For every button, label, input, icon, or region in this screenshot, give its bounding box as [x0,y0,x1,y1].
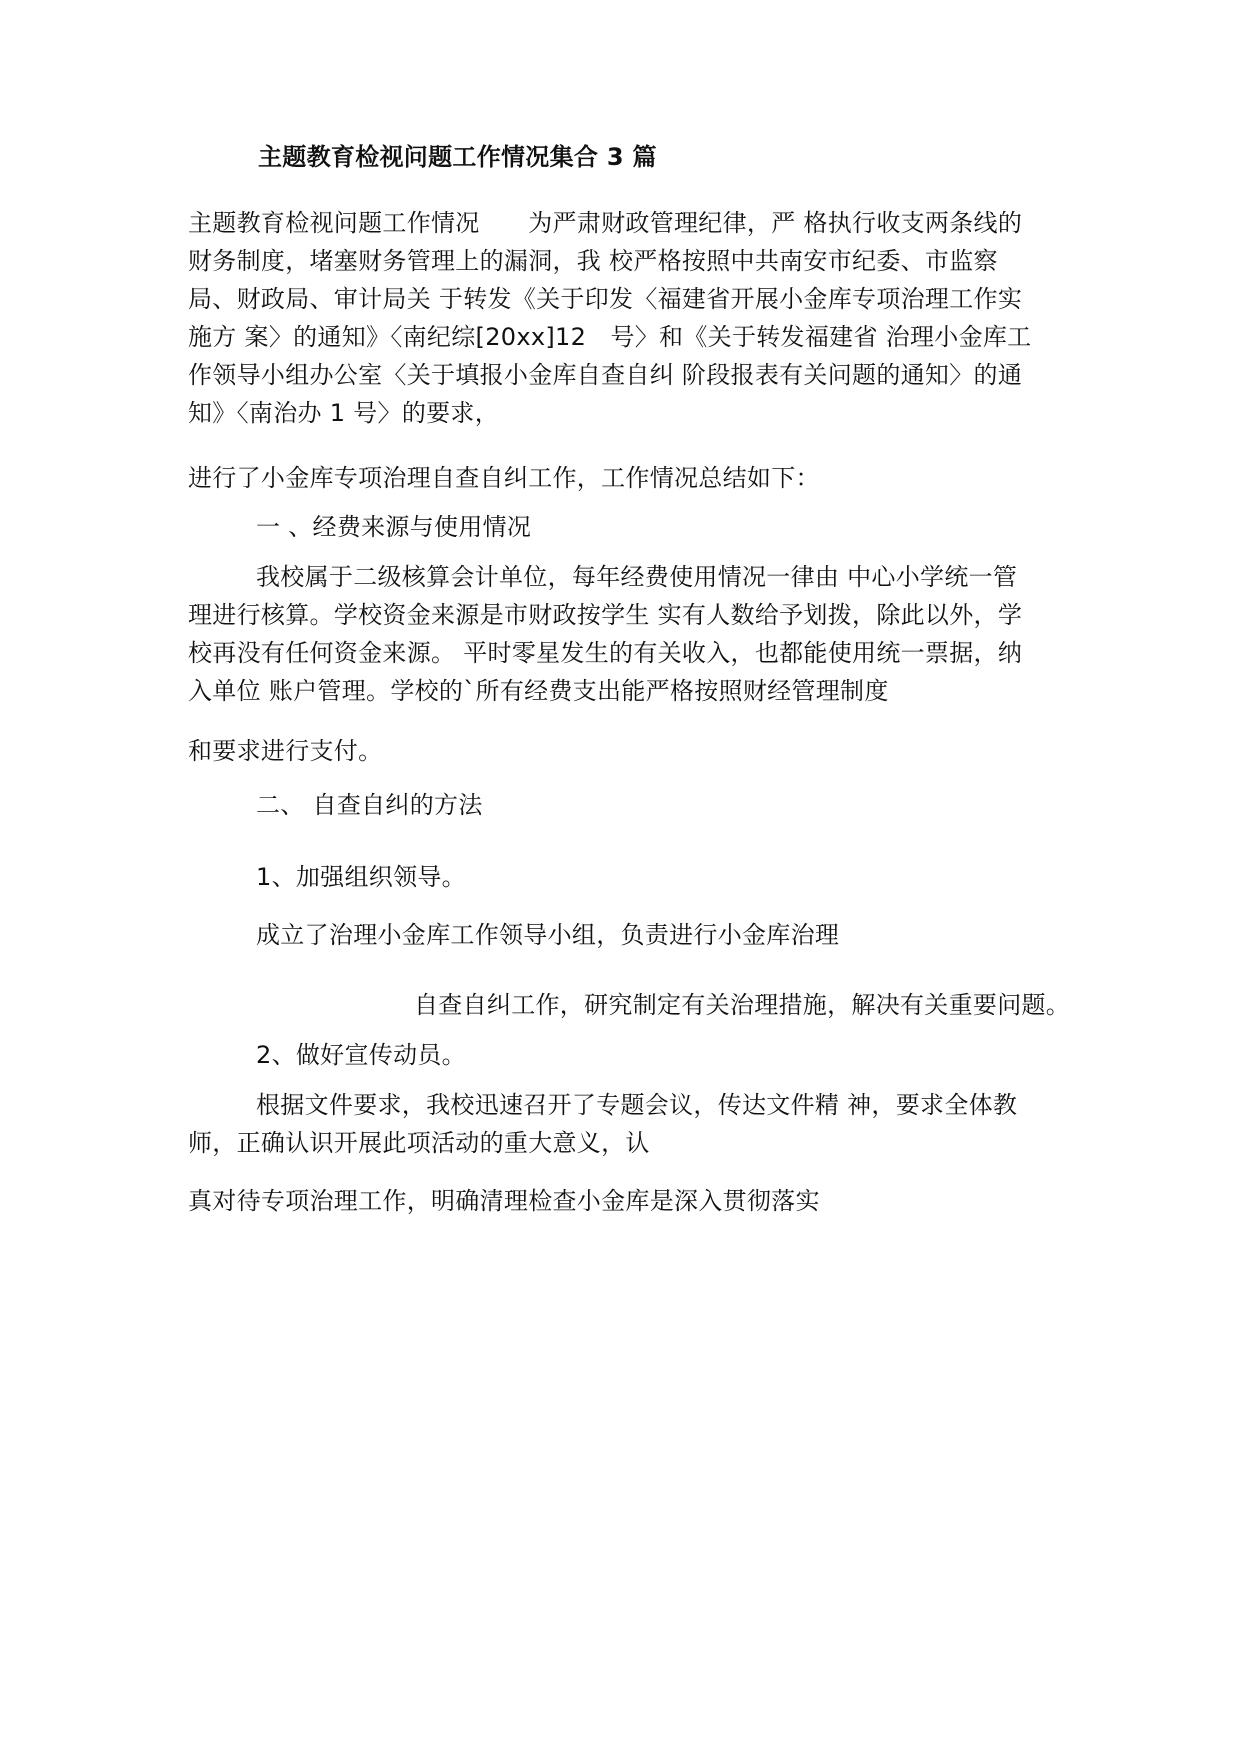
paragraph-line: 我校属于二级核算会计单位，每年经费使用情况一律由 中心小学统一管 [256,563,1018,591]
paragraph-line: 真对待专项治理工作，明确清理检查小金库是深入贯彻落实 [188,1187,820,1215]
paragraph-line: 校再没有任何资金来源。 平时零星发生的有关收入，也都能使用统一票据，纳 [188,639,1023,667]
paragraph-line: 成立了治理小金库工作领导小组，负责进行小金库治理 [256,921,840,949]
paragraph-line: 知》〈南治办 1 号〉的要求， [188,399,500,427]
paragraph-line: 根据文件要求，我校迅速召开了专题会议，传达文件精 神，要求全体教 [256,1091,1018,1119]
subsection-heading: 2、做好宣传动员。 [256,1041,466,1069]
subsection-heading: 1、加强组织领导。 [256,863,466,891]
paragraph-line: 财务制度，堵塞财务管理上的漏洞，我 校严格按照中共南安市纪委、市监察 [188,247,998,275]
paragraph-line: 局、财政局、审计局关 于转发《关于印发〈福建省开展小金库专项治理工作实 [188,285,1023,313]
paragraph-line: 理进行核算。学校资金来源是市财政按学生 实有人数给予划拨，除此以外，学 [188,601,1023,629]
paragraph-line: 和要求进行支付。 [188,737,383,765]
paragraph-line: 进行了小金库专项治理自查自纠工作，工作情况总结如下： [188,464,820,492]
section-heading: 二、 自查自纠的方法 [256,791,483,819]
document-title: 主题教育检视问题工作情况集合 3 篇 [258,143,657,171]
paragraph-line: 师，正确认识开展此项活动的重大意义，认 [188,1129,650,1157]
paragraph-line: 自查自纠工作，研究制定有关治理措施，解决有关重要问题。 [414,991,1071,1019]
section-heading: 一 、经费来源与使用情况 [256,513,532,541]
paragraph-line: 主题教育检视问题工作情况 为严肃财政管理纪律，严 格执行收支两条线的 [188,209,1023,237]
paragraph-line: 施方 案〉的通知》〈南纪综[20xx]12 号〉和《关于转发福建省 治理小金库工 [188,323,1032,351]
paragraph-line: 作领导小组办公室〈关于填报小金库自查自纠 阶段报表有关问题的通知〉的通 [188,361,1023,389]
paragraph-line: 入单位 账户管理。学校的`所有经费支出能严格按照财经管理制度 [188,677,889,705]
